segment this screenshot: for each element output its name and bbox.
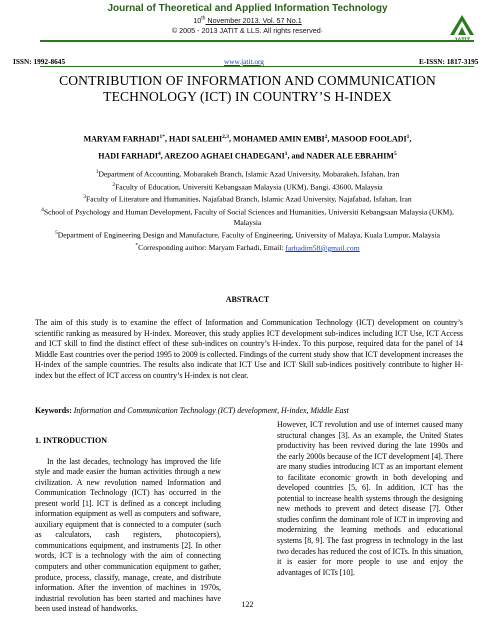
column-right [277, 420, 463, 578]
header-rule [40, 40, 474, 42]
corresponding-prefix: *Corresponding author: Maryam Farhadi, Email: [135, 242, 286, 253]
abstract-body: The aim of this study is to examine the effect of Information and Communication Technology (ICT) development on country’s scientific ranking as measured by H-index. Moreover, this study applies ICT development sub-indices including ICT Use, ICT Access and ICT skill to find the distinct effect of these sub-indices on country’s H-index. To this purpose, required data for the panel of 14 Middle East countries over the period 1995 to 2009 is collected. Findings of the current study show that ICT development increases the H-index of the sample countries. The results also indicate that ICT Use and ICT Skill sub-indices positively contribute to higher H-index but the effect of ICT access on country’s H-index is not clear. [35, 318, 463, 380]
header-rule-lower [40, 66, 474, 67]
journal-name: Journal of Theoretical and Applied Information Technology [107, 3, 388, 14]
affiliation-3: $^3$Faculty of Literature and Humanities, Najafabad Branch, Islamic Azad University, Najafabad, Isfahan, Iran [83, 194, 412, 204]
column-left [35, 420, 221, 615]
author-line-2: HADI FARHADI$^4$, AREZOO AGHAEI CHADEGANI$^1$, and NADER ALE EBRAHIM$^5$ [98, 150, 397, 161]
author-line-1: MARYAM $FARHADI^{1*}$, HADI SALEHI$^{2,3}$, MOHAMED AMIN EMBI$^2$, MASOOD FOOLADI$^1$, [83, 134, 412, 144]
keywords-list: Information and Communication Technology (ICT) development, H-index, Middle East [71, 406, 349, 415]
issue-line [0, 16, 495, 25]
paper-title: CONTRIBUTION OF INFORMATION AND COMMUNICATION TECHNOLOGY (ICT) IN COUNTRY’S H-INDEX [59, 73, 436, 104]
corresponding-email-link[interactable]: farhadim58@gmail.com [285, 243, 360, 253]
intro-paragraph-left: In the last decades, technology has improved the life style and made easier the human activities through a new civilization. A new revolution named Information and Communication Technology (ICT) has occurred in the present world [1]. ICT is defined as a concept including information equipment as well as computers and software, auxiliary equipment that is connected to a computer (such as calculators, cash registers, photocopiers), communications equipment, and instruments [2]. In other words, ICT is a technology with the aim of connecting computers and other communication equipment to gather, produce, process, classify, manage, create, and distribute information. After the invention of machines in 1970s, industrial revolution has been started and machines have been used instead of handworks. [35, 456, 221, 614]
affiliation-5: $^5$Department of Engineering Design and Manufacture, Faculty of Engineering, University of Malaya, Kuala Lumpur, Malaysia [55, 230, 440, 240]
affiliation-2: $^2$Faculty of Education, Universiti Kebangsaan Malaysia (UKM), Bangi, 43600, Malaysia [112, 181, 383, 192]
affiliations [30, 167, 465, 254]
issn-electronic: E-ISSN: 1817-3195 [419, 57, 479, 66]
corresponding-author [30, 241, 465, 254]
keywords [35, 406, 463, 417]
author-list [30, 130, 465, 163]
page-number: 122 [241, 600, 254, 609]
affiliation-4: $^4$School of Psychology and Human Development, Faculty of Social Sciences and Humanities, Universiti Kebangsaan Malaysia (UKM), Malaysia [41, 207, 454, 227]
issn-print: ISSN: 1992-8645 [13, 57, 66, 66]
journal-url-link[interactable]: www.jatit.org [224, 57, 264, 66]
section-heading-introduction: 1. INTRODUCTION [35, 436, 108, 445]
copyright-line: © 2005 - 2013 JATIT & LLS. All rights reserved· [171, 26, 324, 35]
intro-paragraph-right: However, ICT revolution and use of internet caused many structural changes [3]. As an example, the United States productivity has been revived during the late 1990s and the early 2000s because of the ICT development [4]. There are many studies introducing ICT as an important element to facilitate economic growth in both developing and developed countries [5, 6]. In addition, ICT has the potential to increase health systems through the designing new methods to prevent and detect disease [7]. Other studies confirm the dominant role of ICT in improving and modernizing the learning methods and educational systems [8, 9]. The fast progress in technology in the last two decades has reduced the cost of ICTs. In this situation, it is easier for more people to use and enjoy the advantages of ICTs [10]. [277, 420, 463, 577]
abstract-heading: ABSTRACT [225, 295, 270, 304]
affiliation-1: $^1$Department of Accounting, Mobarakeh Branch, Islamic Azad University, Mobarakeh, Isfahan, Iran [95, 169, 400, 179]
keywords-label: Keywords: [35, 406, 72, 415]
issue-text: 10th November 2013. Vol. 57 No.1 [193, 16, 302, 26]
